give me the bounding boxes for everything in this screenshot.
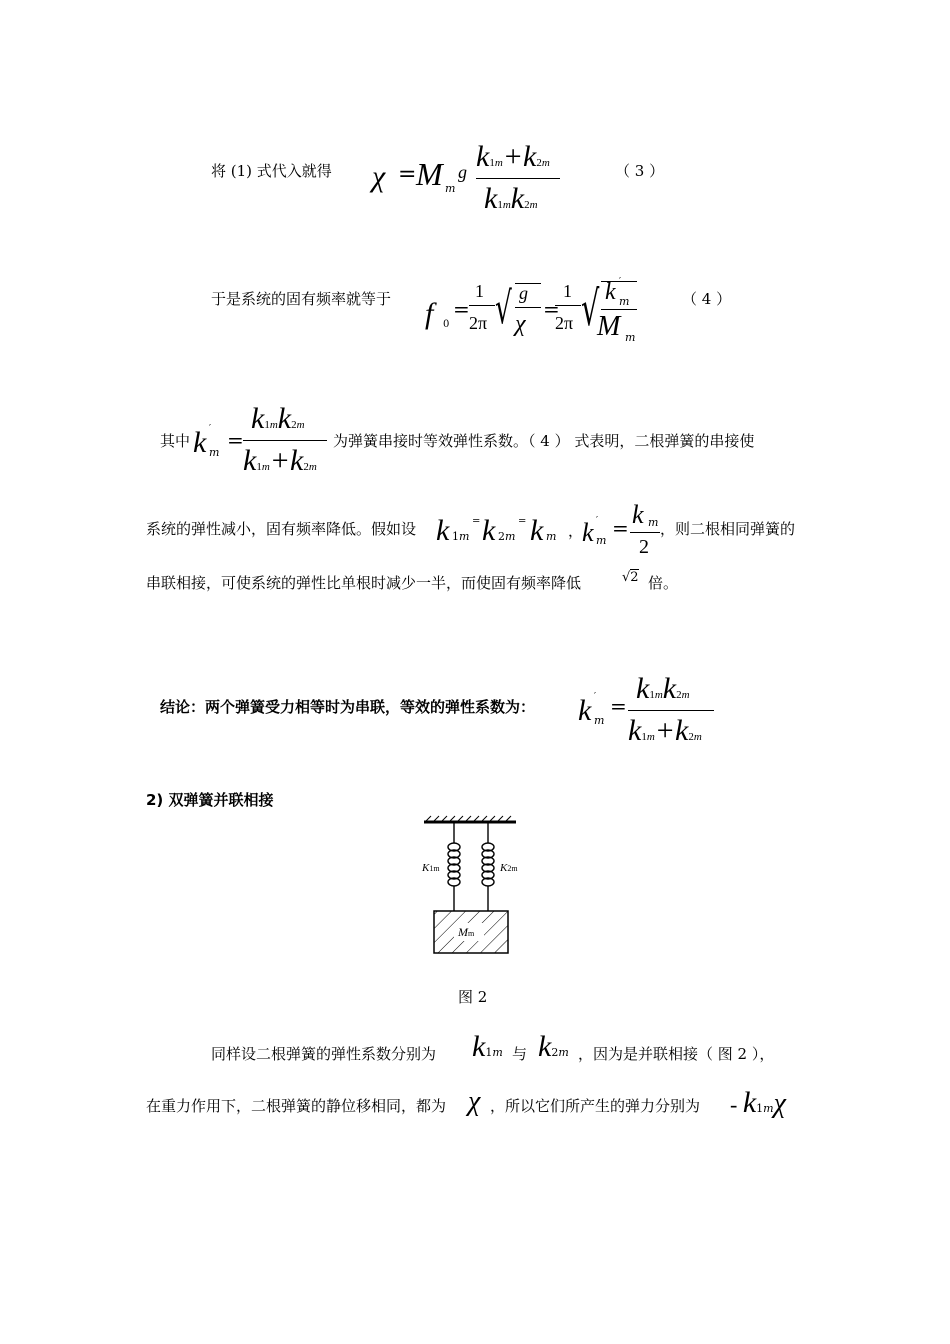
math-force-k1: - k1mχ [730,1086,786,1119]
section-title: 2) 双弹簧并联相接 [146,791,274,809]
substitute-intro: 将 (1) 式代入就得 [211,162,332,180]
math-k2m: k2m [538,1030,569,1063]
math-k1m: k1m [472,1030,503,1063]
line2-text-b: ，则二根相同弹簧的 [660,520,796,538]
line3-text-b: 倍。 [648,574,679,592]
figure-caption: 图 2 [458,988,488,1006]
label-k2: K2m [500,862,518,874]
equation-3-label: （ 3 ） [615,162,665,180]
para3-text-b: ，所以它们所产生的弹力分别为 [490,1097,701,1115]
line2-text-a: 系统的弹性减小，固有频率降低。假如设 [146,520,417,538]
line3-text-a: 串联相接，可使系统的弹性比单根时减少一半，而使固有频率降低 [146,574,582,592]
frequency-intro: 于是系统的固有频率就等于 [211,290,392,308]
math-chi: χ [468,1086,481,1117]
label-mass: Mm [458,925,475,939]
figure-parallel-springs [420,815,525,960]
where-suffix: 为弹簧串接时等效弹性系数。（ 4 ） 式表明，二根弹簧的串接使 [333,432,755,450]
para2-text-a: 同样设二根弹簧的弹性系数分别为 [211,1045,437,1063]
label-k1: K1m [422,862,440,874]
where-prefix: 其中 [160,432,191,450]
equation-conclusion: k m ′ = k1mk2m k1m+k2m [578,672,728,757]
equation-3: χ = M m g k1m+k2m k1mk2m [372,140,572,220]
conclusion: 结论：两个弹簧受力相等时为串联，等效的弹性系数为： [160,698,536,716]
para3-text-a: 在重力作用下，二根弹簧的静位移相同，都为 [146,1097,447,1115]
equation-4: f 0 = 1 2π √ g χ = 1 2π √ k m ′ M m [425,277,636,344]
equation-kprime-series: k m ′ = k1mk2m k1m+k2m [193,402,333,487]
sqrt-two: √2 [622,570,639,585]
spring-k1 [448,823,460,911]
para2-and: 与 [512,1045,528,1063]
equation-4-label: （ 4 ） [682,290,732,308]
equation-equal-springs: k 1m = k 2m = k m ， k m ′ = k m 2 [436,500,659,558]
para2-text-b: ，因为是并联相接（ 图 2 ）， [578,1045,775,1063]
spring-k2 [482,823,494,911]
ceiling [424,816,516,822]
